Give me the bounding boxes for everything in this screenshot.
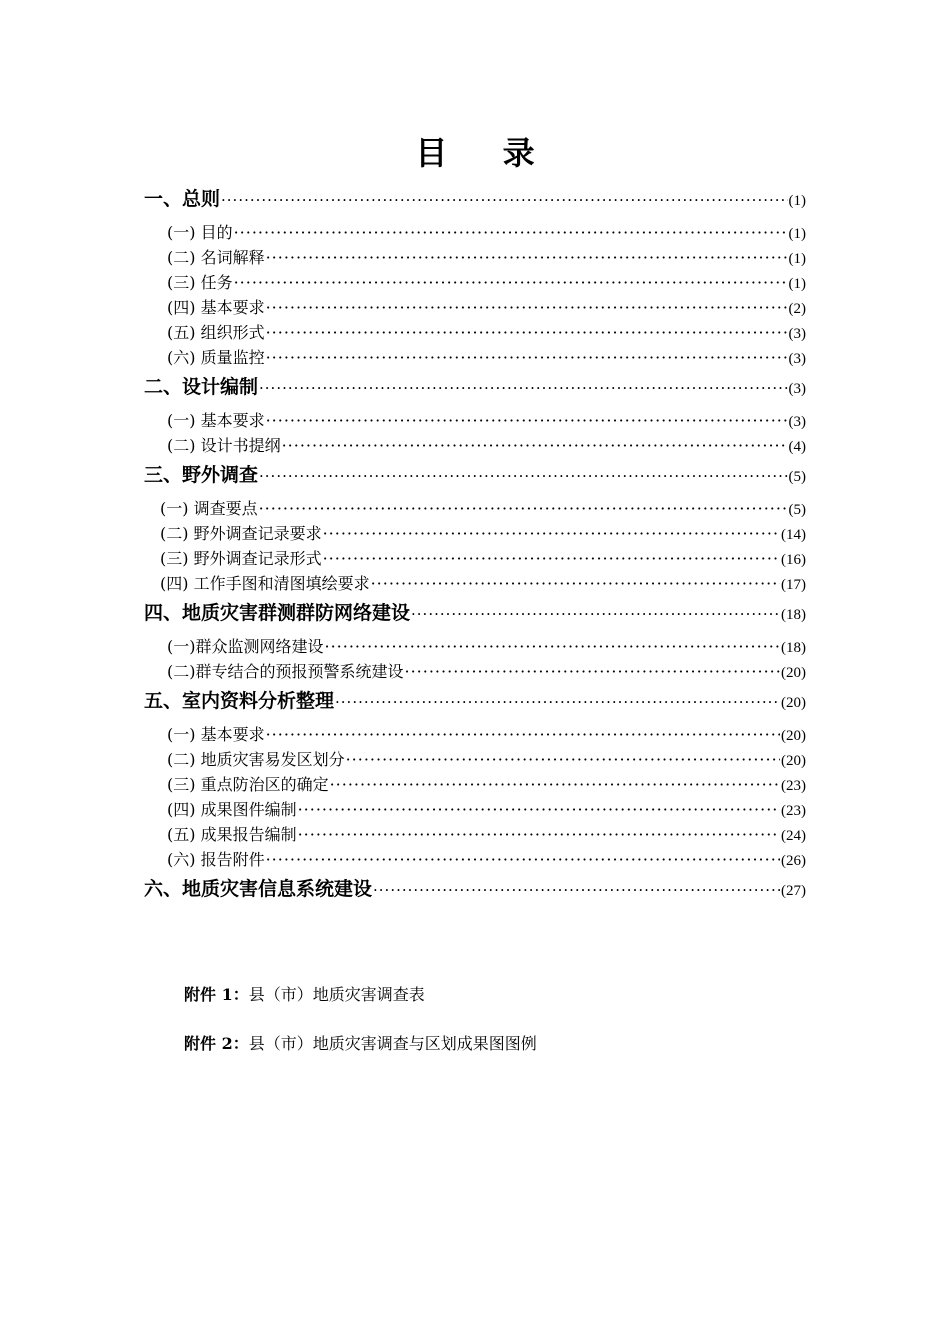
- toc-section-label: 四、地质灾害群测群防网络建设: [144, 602, 411, 624]
- toc-item[interactable]: [144, 295, 806, 320]
- dot-leader: [323, 546, 780, 571]
- toc-item-label: (四) 成果图件编制: [167, 800, 297, 819]
- toc-item[interactable]: [144, 433, 806, 458]
- toc-section-4[interactable]: [144, 598, 806, 634]
- toc-section-2[interactable]: [144, 372, 806, 408]
- toc-item-label: (四) 基本要求: [167, 298, 265, 317]
- dot-leader: [266, 320, 788, 345]
- toc-section-label: 五、室内资料分析整理: [144, 690, 335, 712]
- dot-leader: [298, 822, 780, 847]
- toc-item[interactable]: [144, 408, 806, 433]
- toc-page-number: (1): [788, 226, 806, 242]
- dot-leader: [259, 461, 787, 491]
- toc-page-number: (3): [788, 381, 806, 397]
- toc-page-number: (18): [781, 607, 806, 623]
- toc-item-label: (三) 重点防治区的确定: [167, 775, 329, 794]
- toc-section-label: 六、地质灾害信息系统建设: [144, 878, 373, 900]
- toc-item[interactable]: [144, 659, 806, 684]
- toc-page-number: (5): [788, 469, 806, 485]
- dot-leader: [266, 245, 788, 270]
- toc-item[interactable]: [144, 797, 806, 822]
- toc-section-label: 一、总则: [144, 188, 221, 210]
- toc-item[interactable]: [144, 822, 806, 847]
- dot-leader: [266, 722, 780, 747]
- toc-page-number: (3): [788, 414, 806, 430]
- dot-leader: [411, 599, 780, 629]
- toc-section-3[interactable]: [144, 460, 806, 496]
- dot-leader: [234, 270, 788, 295]
- attachment-text: 县（市）地质灾害调查与区划成果图图例: [248, 1034, 537, 1053]
- attachment-1[interactable]: [184, 982, 425, 1005]
- toc-page-number: (23): [781, 778, 806, 794]
- toc-page-number: (3): [788, 351, 806, 367]
- toc-item[interactable]: [144, 270, 806, 295]
- toc-item[interactable]: [144, 634, 806, 659]
- dot-leader: [323, 521, 780, 546]
- toc-title: 目 录: [415, 134, 557, 172]
- toc-item[interactable]: [144, 320, 806, 345]
- toc-page-number: (20): [781, 728, 806, 744]
- toc-item[interactable]: [144, 496, 806, 521]
- toc-page-number: (20): [781, 753, 806, 769]
- dot-leader: [266, 345, 788, 370]
- toc-page-number: (2): [788, 301, 806, 317]
- toc-page-number: (20): [781, 695, 806, 711]
- toc-item[interactable]: [144, 722, 806, 747]
- dot-leader: [335, 687, 780, 717]
- dot-leader: [282, 433, 788, 458]
- attachment-text: 县（市）地质灾害调查表: [248, 985, 425, 1004]
- toc-page-number: (17): [781, 577, 806, 593]
- dot-leader: [266, 408, 788, 433]
- dot-leader: [405, 659, 781, 684]
- attachment-tag: 附件 1：: [184, 985, 249, 1004]
- toc-item[interactable]: [144, 571, 806, 596]
- dot-leader: [259, 496, 788, 521]
- toc-section-1[interactable]: [144, 184, 806, 220]
- toc-item-label: (一) 目的: [167, 223, 233, 242]
- dot-leader: [330, 772, 780, 797]
- dot-leader: [266, 847, 780, 872]
- toc-page-number: (1): [788, 193, 806, 209]
- toc-item-label: (六) 质量监控: [167, 348, 265, 367]
- dot-leader: [259, 373, 787, 403]
- table-of-contents: [144, 182, 806, 910]
- toc-page-number: (16): [781, 552, 806, 568]
- toc-item[interactable]: [144, 546, 806, 571]
- attachment-2[interactable]: [184, 1031, 537, 1054]
- toc-item-label: (二)群专结合的预报预警系统建设: [167, 662, 404, 681]
- toc-item-label: (五) 成果报告编制: [167, 825, 297, 844]
- dot-leader: [266, 295, 788, 320]
- toc-item[interactable]: [144, 747, 806, 772]
- toc-page-number: (18): [781, 640, 806, 656]
- toc-item[interactable]: [144, 220, 806, 245]
- dot-leader: [325, 634, 781, 659]
- toc-item-label: (一) 调查要点: [160, 499, 258, 518]
- toc-item-label: (三) 野外调查记录形式: [160, 549, 322, 568]
- toc-item-label: (二) 名词解释: [167, 248, 265, 267]
- toc-section-6[interactable]: [144, 874, 806, 910]
- dot-leader: [221, 185, 787, 215]
- toc-item-label: (四) 工作手图和清图填绘要求: [160, 574, 370, 593]
- toc-item-label: (一)群众监测网络建设: [167, 637, 324, 656]
- toc-item[interactable]: [144, 772, 806, 797]
- toc-section-label: 二、设计编制: [144, 376, 259, 398]
- toc-section-label: 三、野外调查: [144, 464, 259, 486]
- toc-page-number: (26): [781, 853, 806, 869]
- toc-item[interactable]: [144, 847, 806, 872]
- toc-page-number: (3): [788, 326, 806, 342]
- toc-item-label: (二) 地质灾害易发区划分: [167, 750, 345, 769]
- toc-section-5[interactable]: [144, 686, 806, 722]
- toc-item-label: (一) 基本要求: [167, 725, 265, 744]
- toc-item-label: (二) 野外调查记录要求: [160, 524, 322, 543]
- toc-item-label: (二) 设计书提纲: [167, 436, 281, 455]
- toc-page-number: (23): [781, 803, 806, 819]
- toc-page-number: (1): [788, 276, 806, 292]
- toc-page-number: (20): [781, 665, 806, 681]
- toc-page-number: (1): [788, 251, 806, 267]
- toc-item-label: (五) 组织形式: [167, 323, 265, 342]
- dot-leader: [298, 797, 780, 822]
- toc-page-number: (24): [781, 828, 806, 844]
- toc-page-number: (27): [781, 883, 806, 899]
- toc-page-number: (4): [788, 439, 806, 455]
- toc-item[interactable]: [144, 245, 806, 270]
- toc-item[interactable]: [144, 345, 806, 370]
- toc-item-label: (三) 任务: [167, 273, 233, 292]
- dot-leader: [371, 571, 780, 596]
- dot-leader: [234, 220, 788, 245]
- toc-item[interactable]: [144, 521, 806, 546]
- dot-leader: [346, 747, 780, 772]
- toc-page-number: (14): [781, 527, 806, 543]
- attachment-tag: 附件 2：: [184, 1034, 249, 1053]
- toc-page-number: (5): [788, 502, 806, 518]
- dot-leader: [373, 875, 780, 905]
- toc-item-label: (六) 报告附件: [167, 850, 265, 869]
- toc-item-label: (一) 基本要求: [167, 411, 265, 430]
